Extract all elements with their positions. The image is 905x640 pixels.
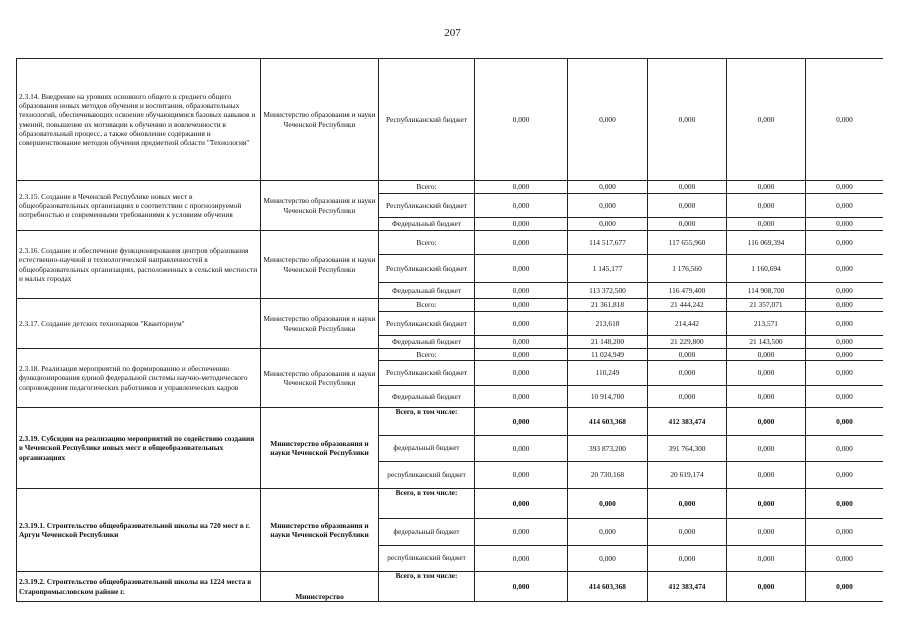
value-cell: 0,000 <box>475 255 568 283</box>
value-cell: 0,000 <box>475 349 568 361</box>
value-cell: 114 908,700 <box>727 283 806 299</box>
row-name-cell: 2.3.19. Субсидии на реализацию мероприятий по содействию создания в Чеченской Республике новых мест в общеобразовательных организациях <box>17 408 261 489</box>
value-cell: 113 372,500 <box>568 283 648 299</box>
value-cell: 0,000 <box>475 572 568 602</box>
value-cell: 412 383,474 <box>648 408 727 436</box>
source-cell: Всего: <box>379 349 475 361</box>
value-cell: 0,000 <box>568 181 648 194</box>
source-cell: Федеральный бюджет <box>379 218 475 231</box>
value-cell: 0,000 <box>648 546 727 572</box>
value-cell: 0,000 <box>806 462 884 489</box>
org-cell: Министерство образования и науки Чеченской Республики <box>261 349 379 408</box>
source-cell: республиканский бюджет <box>379 462 475 489</box>
value-cell: 0,000 <box>475 519 568 546</box>
value-cell: 0,000 <box>475 312 568 336</box>
value-cell: 117 655,960 <box>648 231 727 255</box>
row-name-cell: 2.3.14. Внедрение на уровнях основного общего и среднего общего образования новых методов обучения и воспитания, образовательных технологий, обеспечивающих освоение обучающимися базовых навыков и умений, повышение их мотивации к обучению и вовлеченности в образовательный процесс, а также обновление содержания и совершенствование методов обучения предметной области "Технология" <box>17 59 261 181</box>
value-cell: 110,249 <box>568 361 648 386</box>
value-cell: 0,000 <box>806 59 884 181</box>
value-cell: 21 143,500 <box>727 336 806 349</box>
value-cell: 0,000 <box>806 489 884 519</box>
org-cell: Министерство образования и науки Чеченской Республики <box>261 181 379 231</box>
value-cell: 0,000 <box>568 218 648 231</box>
value-cell: 0,000 <box>475 361 568 386</box>
value-cell: 412 383,474 <box>648 572 727 602</box>
source-cell: Республиканский бюджет <box>379 194 475 218</box>
source-cell: Всего, в том числе: <box>379 489 475 519</box>
value-cell: 0,000 <box>727 436 806 462</box>
value-cell: 213,618 <box>568 312 648 336</box>
value-cell: 0,000 <box>475 218 568 231</box>
table-row <box>17 181 884 194</box>
source-cell: Федеральный бюджет <box>379 336 475 349</box>
value-cell: 0,000 <box>648 489 727 519</box>
value-cell: 1 160,694 <box>727 255 806 283</box>
value-cell: 21 148,200 <box>568 336 648 349</box>
org-cell: Министерство образования и науки Чеченской Республики <box>261 489 379 572</box>
source-cell: республиканский бюджет <box>379 546 475 572</box>
row-name-cell: 2.3.17. Создание детских технопарков "Кванториум" <box>17 299 261 349</box>
source-cell: Федеральный бюджет <box>379 283 475 299</box>
value-cell: 0,000 <box>648 519 727 546</box>
value-cell: 0,000 <box>475 462 568 489</box>
value-cell: 114 517,677 <box>568 231 648 255</box>
source-cell: Всего: <box>379 181 475 194</box>
value-cell: 0,000 <box>727 349 806 361</box>
value-cell: 0,000 <box>727 462 806 489</box>
value-cell: 0,000 <box>806 546 884 572</box>
value-cell: 0,000 <box>806 218 884 231</box>
row-name-cell: 2.3.18. Реализация мероприятий по формированию и обеспечению функционирования единой федеральной системы научно-методического сопровождения педагогических работников и управленческих кадров <box>17 349 261 408</box>
value-cell: 0,000 <box>806 312 884 336</box>
table-row <box>17 349 884 361</box>
table-row <box>17 59 884 181</box>
table-row <box>17 489 884 519</box>
budget-table <box>16 58 883 602</box>
value-cell: 391 764,300 <box>648 436 727 462</box>
value-cell: 21 361,818 <box>568 299 648 312</box>
value-cell: 0,000 <box>806 231 884 255</box>
value-cell: 21 229,800 <box>648 336 727 349</box>
value-cell: 0,000 <box>568 59 648 181</box>
value-cell: 0,000 <box>475 436 568 462</box>
value-cell: 0,000 <box>727 386 806 408</box>
value-cell: 0,000 <box>475 489 568 519</box>
value-cell: 0,000 <box>475 408 568 436</box>
value-cell: 0,000 <box>648 194 727 218</box>
value-cell: 0,000 <box>475 546 568 572</box>
value-cell: 0,000 <box>806 436 884 462</box>
value-cell: 116 479,400 <box>648 283 727 299</box>
value-cell: 0,000 <box>806 255 884 283</box>
value-cell: 0,000 <box>475 336 568 349</box>
value-cell: 0,000 <box>727 408 806 436</box>
value-cell: 0,000 <box>727 519 806 546</box>
value-cell: 0,000 <box>568 489 648 519</box>
org-cell: Министерство <box>261 572 379 602</box>
value-cell: 0,000 <box>806 361 884 386</box>
value-cell: 21 357,071 <box>727 299 806 312</box>
value-cell: 0,000 <box>648 386 727 408</box>
value-cell: 0,000 <box>806 386 884 408</box>
value-cell: 0,000 <box>475 299 568 312</box>
value-cell: 20 730,168 <box>568 462 648 489</box>
value-cell: 0,000 <box>806 408 884 436</box>
value-cell: 0,000 <box>648 361 727 386</box>
value-cell: 0,000 <box>568 546 648 572</box>
table-row <box>17 231 884 255</box>
source-cell: Федеральный бюджет <box>379 386 475 408</box>
budget-table-wrapper <box>16 58 883 606</box>
table-row <box>17 572 884 602</box>
value-cell: 1 176,560 <box>648 255 727 283</box>
source-cell: Всего: <box>379 299 475 312</box>
page-number: 207 <box>444 27 461 39</box>
source-cell: Республиканский бюджет <box>379 255 475 283</box>
org-cell: Министерство образования и науки Чеченской Республики <box>261 408 379 489</box>
value-cell: 0,000 <box>806 336 884 349</box>
value-cell: 0,000 <box>806 572 884 602</box>
org-cell: Министерство образования и науки Чеченской Республики <box>261 59 379 181</box>
source-cell: Всего, в том числе: <box>379 408 475 436</box>
value-cell: 0,000 <box>727 218 806 231</box>
value-cell: 1 145,177 <box>568 255 648 283</box>
row-name-cell: 2.3.19.2. Строительство общеобразовательной школы на 1224 места в Старопромысловском районе г. <box>17 572 261 602</box>
value-cell: 116 069,394 <box>727 231 806 255</box>
row-name-cell: 2.3.16. Создание и обеспечение функционирования центров образования естественно-научной и технологической направленностей в общеобразовательных организациях, расположенных в сельской местности и малых городах <box>17 231 261 299</box>
value-cell: 0,000 <box>727 59 806 181</box>
value-cell: 214,442 <box>648 312 727 336</box>
value-cell: 0,000 <box>806 349 884 361</box>
value-cell: 0,000 <box>475 181 568 194</box>
value-cell: 414 603,368 <box>568 408 648 436</box>
value-cell: 0,000 <box>727 489 806 519</box>
value-cell: 0,000 <box>648 181 727 194</box>
value-cell: 0,000 <box>806 283 884 299</box>
value-cell: 0,000 <box>727 181 806 194</box>
value-cell: 0,000 <box>727 361 806 386</box>
source-cell: Республиканский бюджет <box>379 59 475 181</box>
source-cell: Всего: <box>379 231 475 255</box>
value-cell: 0,000 <box>648 218 727 231</box>
source-cell: федеральный бюджет <box>379 519 475 546</box>
value-cell: 0,000 <box>806 519 884 546</box>
value-cell: 0,000 <box>475 386 568 408</box>
value-cell: 0,000 <box>648 59 727 181</box>
value-cell: 393 873,200 <box>568 436 648 462</box>
value-cell: 0,000 <box>568 519 648 546</box>
row-name-cell: 2.3.15. Создание в Чеченской Республике новых мест в общеобразовательных организациях в соответствии с прогнозируемой потребностью и современными требованиями к условиям обучения <box>17 181 261 231</box>
value-cell: 0,000 <box>806 181 884 194</box>
source-cell: федеральный бюджет <box>379 436 475 462</box>
value-cell: 0,000 <box>568 194 648 218</box>
value-cell: 0,000 <box>806 299 884 312</box>
value-cell: 0,000 <box>727 194 806 218</box>
row-name-cell: 2.3.19.1. Строительство общеобразовательной школы на 720 мест в г. Аргун Чеченской Республики <box>17 489 261 572</box>
value-cell: 0,000 <box>727 572 806 602</box>
value-cell: 10 914,700 <box>568 386 648 408</box>
value-cell: 0,000 <box>806 194 884 218</box>
value-cell: 0,000 <box>475 283 568 299</box>
source-cell: Республиканский бюджет <box>379 361 475 386</box>
org-cell: Министерство образования и науки Чеченской Республики <box>261 299 379 349</box>
source-cell: Республиканский бюджет <box>379 312 475 336</box>
org-cell: Министерство образования и науки Чеченской Республики <box>261 231 379 299</box>
value-cell: 0,000 <box>475 194 568 218</box>
value-cell: 0,000 <box>648 349 727 361</box>
table-row <box>17 299 884 312</box>
value-cell: 0,000 <box>727 546 806 572</box>
value-cell: 0,000 <box>475 231 568 255</box>
value-cell: 0,000 <box>475 59 568 181</box>
source-cell: Всего, в том числе: <box>379 572 475 602</box>
value-cell: 213,571 <box>727 312 806 336</box>
table-row <box>17 408 884 436</box>
value-cell: 414 603,368 <box>568 572 648 602</box>
value-cell: 11 024,949 <box>568 349 648 361</box>
value-cell: 20 619,174 <box>648 462 727 489</box>
value-cell: 21 444,242 <box>648 299 727 312</box>
